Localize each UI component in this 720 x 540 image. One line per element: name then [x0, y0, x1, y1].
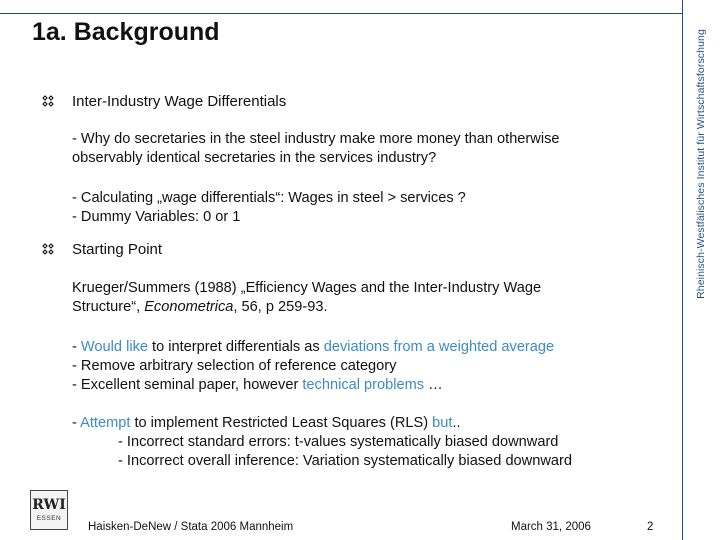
paragraph-krueger-summers	[72, 279, 541, 317]
text-line: - Remove arbitrary selection of reference category	[72, 358, 397, 374]
sidebar-institute-text: Rheinisch-Westfälisches Institut für Wirtschaftsforschung	[695, 29, 707, 299]
text-fragment: -	[72, 415, 81, 431]
paragraph-why-secretaries	[72, 130, 559, 168]
text-line: Krueger/Summers (1988) „Efficiency Wages and the Inter-Industry Wage	[72, 280, 542, 296]
top-rule	[0, 13, 682, 14]
text-line: - Incorrect standard errors: t-values systematically biased downward	[118, 434, 559, 450]
logo-sub-text: ESSEN	[36, 515, 62, 522]
logo-main-text: RWI	[32, 497, 66, 513]
text-line: , 56, p 259-93.	[233, 299, 328, 315]
diamond-bullet-icon	[42, 94, 54, 110]
sidebar-rule	[682, 0, 683, 540]
text-line: - Calculating „wage differentials“: Wages in steel > services ?	[72, 190, 466, 206]
slide-title: 1a. Background	[32, 18, 220, 46]
text-line: observably identical secretaries in the services industry?	[72, 150, 437, 166]
paragraph-would-like	[72, 338, 554, 395]
paragraph-attempt	[72, 414, 572, 471]
bullet-label-starting-point: Starting Point	[72, 241, 163, 258]
text-fragment: to implement Restricted Least Squares (RLS)	[130, 415, 433, 431]
highlight-technical-problems: technical problems	[302, 377, 425, 393]
text-line: - Incorrect overall inference: Variation systematically biased downward	[118, 453, 572, 469]
text-line: Structure“,	[72, 299, 145, 315]
text-fragment: -	[72, 339, 81, 355]
bullet-label-wage-differentials: Inter-Industry Wage Differentials	[72, 93, 287, 110]
page-number: 2	[647, 521, 654, 533]
text-fragment: …	[424, 377, 443, 393]
paragraph-calculating	[72, 189, 466, 227]
highlight-but: but	[432, 415, 453, 431]
highlight-deviations: deviations from a weighted average	[323, 339, 555, 355]
journal-name: Econometrica	[144, 299, 234, 315]
rwi-logo	[30, 490, 68, 530]
highlight-attempt: Attempt	[80, 415, 131, 431]
diamond-bullet-icon	[42, 242, 54, 258]
footer-date: March 31, 2006	[511, 521, 591, 533]
footer-author: Haisken-DeNew / Stata 2006 Mannheim	[88, 521, 294, 533]
highlight-would-like: Would like	[80, 339, 148, 355]
text-fragment: to interpret differentials as	[147, 339, 324, 355]
text-line: - Why do secretaries in the steel industry make more money than otherwise	[72, 131, 560, 147]
text-fragment: ..	[452, 415, 461, 431]
text-fragment: - Excellent seminal paper, however	[72, 377, 303, 393]
text-line: - Dummy Variables: 0 or 1	[72, 209, 241, 225]
